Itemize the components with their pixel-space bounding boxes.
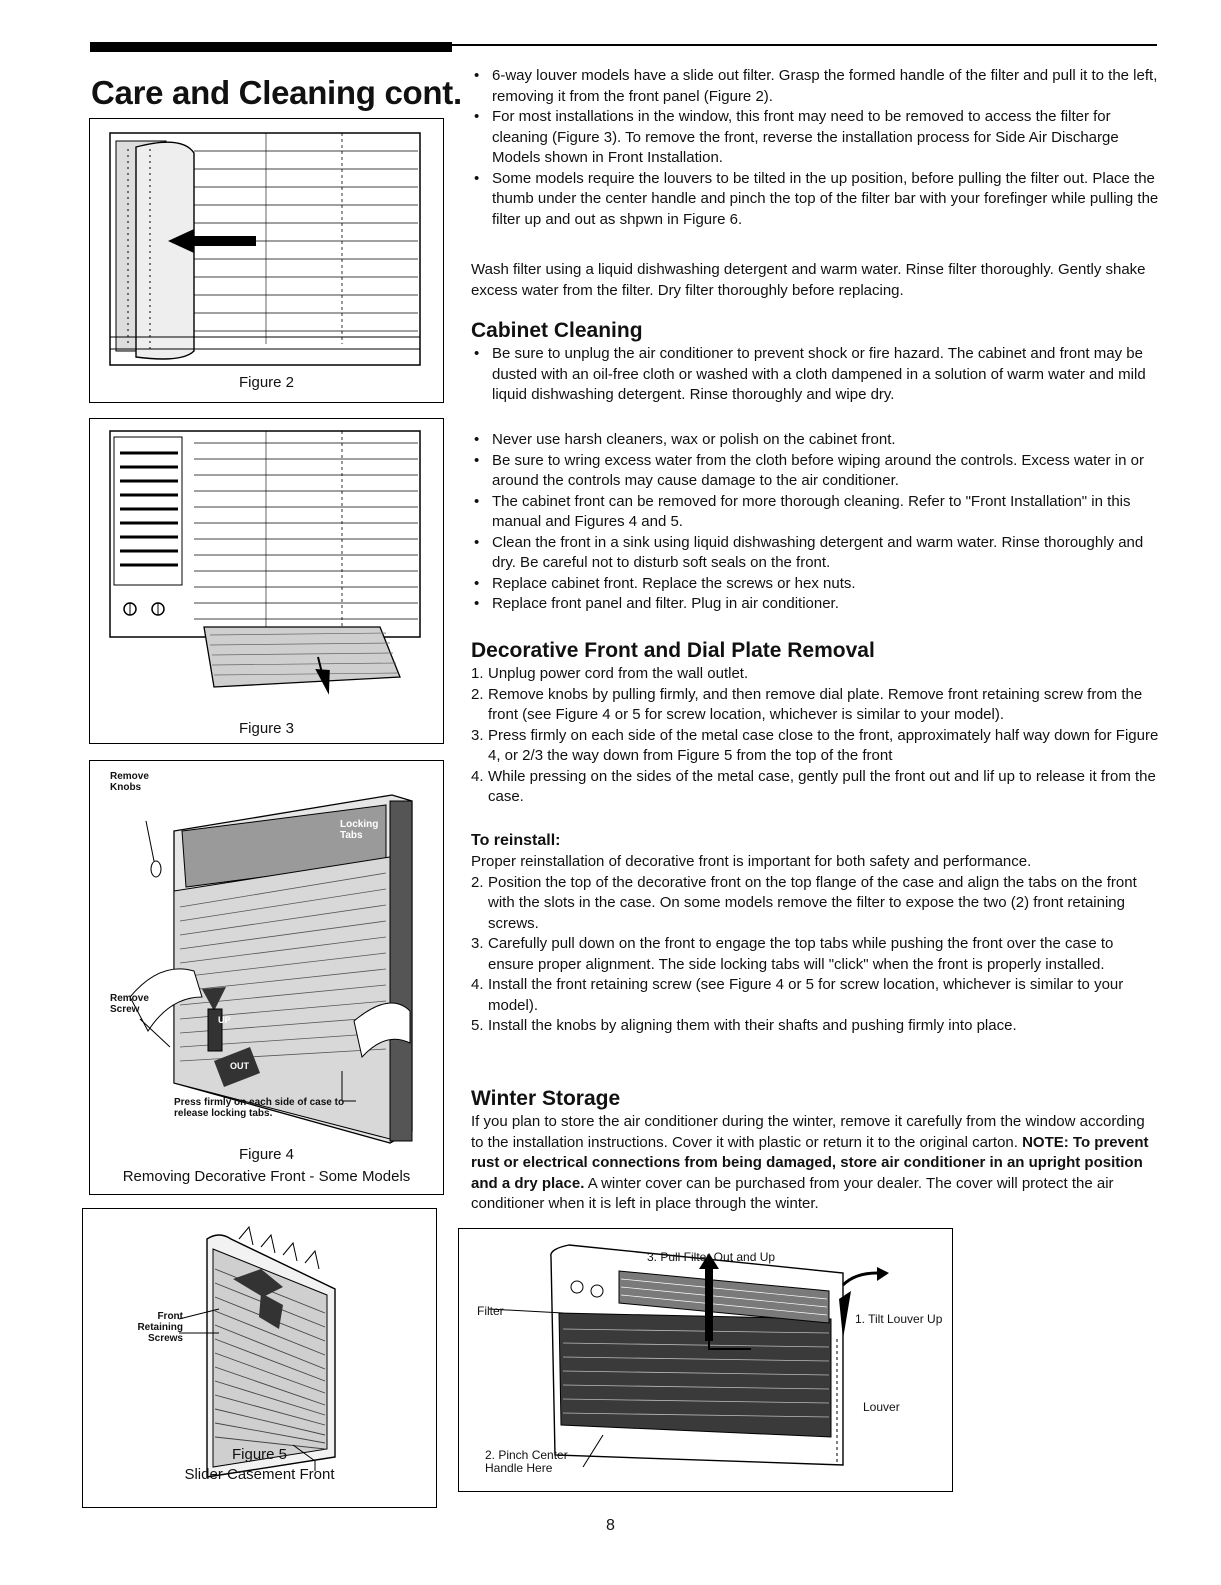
- step-number: 4.: [471, 976, 484, 993]
- label-front-retaining-screws: Front Retaining Screws: [137, 1311, 183, 1344]
- winter-text-1: If you plan to store the air conditioner during the winter, remove it carefully from the window according to the installation instructions. Cover it with plastic or return it to the original carton.: [471, 1113, 1145, 1151]
- reinstall-step: [471, 1016, 1161, 1037]
- reinstall-section: [471, 830, 1161, 1037]
- step-text: Install the front retaining screw (see Figure 4 or 5 for screw location, whichever is similar to your model).: [488, 976, 1124, 1014]
- decorative-step: [471, 685, 1161, 726]
- label-remove-screw: Remove Screw: [110, 993, 149, 1015]
- figure-2-illustration: [90, 119, 442, 401]
- wash-paragraph: Wash filter using a liquid dishwashing detergent and warm water. Rinse filter thoroughly. Gently shake excess water from the filter. Dry filter thoroughly before replacing.: [471, 261, 1146, 299]
- figure-4-subcaption: Removing Decorative Front - Some Models: [122, 1168, 411, 1185]
- reinstall-step: [471, 873, 1161, 935]
- winter-heading: Winter Storage: [471, 1087, 621, 1110]
- figure-3: [89, 418, 444, 744]
- intro-bullet: • Some models require the louvers to be tilted in the up position, before pulling the filter out. Place the thumb under the center handle and pinch the top of the filter bar with your forefinger while pulling the filter up and out as shpwn in Figure 6.: [471, 169, 1161, 231]
- reinstall-step: [471, 934, 1161, 975]
- figure-6: [458, 1228, 953, 1492]
- label-pinch-center: 2. Pinch Center Handle Here: [485, 1448, 568, 1475]
- figure-3-illustration: [90, 419, 442, 742]
- step-number: 2.: [471, 685, 484, 703]
- winter-text-2: A winter cover can be purchased from your dealer. The cover will protect the air conditioner when it is left in place through the winter.: [471, 1174, 1114, 1212]
- decorative-step: [471, 726, 1161, 767]
- step-text: While pressing on the sides of the metal case, gently pull the front out and lif up to release it from the case.: [488, 767, 1156, 805]
- reinstall-steps: [471, 873, 1161, 1037]
- step-text: Position the top of the decorative front on the top flange of the case and align the tabs on the front with the slots in the case. On some models remove the filter to expose the two (2) front retaining screws.: [488, 873, 1137, 932]
- intro-bullet-list: [471, 66, 1161, 230]
- cabinet-bullet: • Replace cabinet front. Replace the screws or hex nuts.: [471, 574, 1161, 595]
- label-remove-knobs: Remove Knobs: [110, 771, 149, 793]
- reinstall-heading: To reinstall:: [471, 832, 561, 849]
- cabinet-heading: Cabinet Cleaning: [471, 319, 643, 342]
- decorative-heading: Decorative Front and Dial Plate Removal: [471, 639, 875, 662]
- cabinet-bullet: • Never use harsh cleaners, wax or polish on the cabinet front.: [471, 430, 1161, 451]
- label-tilt-louver: 1. Tilt Louver Up: [855, 1312, 943, 1326]
- cabinet-bullet: • Be sure to unplug the air conditioner to prevent shock or fire hazard. The cabinet and front may be dusted with an oil-free cloth or washed with a cloth dampened in a solution of warm water and mild liquid dishwashing detergent. Rinse thoroughly and wipe dry.: [471, 344, 1161, 406]
- intro-bullet: • For most installations in the window, this front may need to be removed to access the filter for cleaning (Figure 3). To remove the front, reverse the installation process for Side Air Discharge Models shown in Front Installation.: [471, 107, 1161, 169]
- decorative-section: [471, 638, 1161, 808]
- reinstall-intro: Proper reinstallation of decorative front is important for both safety and performance.: [471, 853, 1032, 870]
- step-text: Install the knobs by aligning them with their shafts and pushing firmly into place.: [488, 1017, 1017, 1034]
- step-text: Press firmly on each side of the metal case close to the front, approximately half way down for Figure 4, or 2/3 the way down from Figure 5 from the top of the front: [488, 726, 1159, 764]
- figure-5-subcaption: Slider Casement Front: [184, 1466, 335, 1483]
- header-rule-thick: [90, 42, 452, 52]
- figure-2: [89, 118, 444, 403]
- label-louver: Louver: [863, 1400, 900, 1414]
- decorative-step: [471, 664, 1161, 685]
- figure-4-caption: Figure 4: [238, 1146, 295, 1163]
- wash-section: [471, 260, 1161, 301]
- header-rule-thin: [452, 44, 1157, 46]
- cabinet-section: [471, 318, 1161, 406]
- label-arrow-out: OUT: [230, 1061, 249, 1071]
- step-number: 2.: [471, 873, 484, 891]
- decorative-step: [471, 767, 1161, 808]
- label-pull-filter: 3. Pull Filter Out and Up: [647, 1250, 776, 1264]
- reinstall-step: [471, 975, 1161, 1016]
- cabinet-section-b: [471, 430, 1161, 615]
- page-title: Care and Cleaning cont.: [91, 74, 462, 111]
- step-text: Remove knobs by pulling firmly, and then remove dial plate. Remove front retaining screw from the front (see Figure 4 or 5 for screw location, whichever is similar to your model).: [488, 685, 1143, 723]
- cabinet-bullet: • The cabinet front can be removed for more thorough cleaning. Refer to "Front Installation" in this manual and Figures 4 and 5.: [471, 492, 1161, 533]
- winter-section: [471, 1086, 1161, 1215]
- cabinet-bullets-b: [471, 430, 1161, 615]
- step-text: Carefully pull down on the front to engage the top tabs while pushing the front over the case to ensure proper alignment. The side locking tabs will "click" when the front is properly installed.: [488, 935, 1114, 973]
- step-number: 5.: [471, 1017, 484, 1034]
- cabinet-bullet: • Replace front panel and filter. Plug in air conditioner.: [471, 594, 1161, 615]
- intro-bullet: • 6-way louver models have a slide out filter. Grasp the formed handle of the filter and pull it to the left, removing it from the front panel (Figure 2).: [471, 66, 1161, 107]
- cabinet-bullets-a: [471, 344, 1161, 406]
- intro-section: [471, 66, 1161, 230]
- label-press-firmly: Press firmly on each side of case to release locking tabs.: [174, 1097, 345, 1119]
- label-filter: Filter: [477, 1304, 504, 1318]
- winter-note: NOTE: To prevent rust or electrical connections from being damaged, store air conditioner in an upright position and a dry place.: [471, 1133, 1149, 1192]
- step-number: 4.: [471, 767, 484, 785]
- figure-3-caption: Figure 3: [238, 720, 295, 737]
- page-number: 8: [606, 1517, 615, 1534]
- label-locking-tabs: Locking Tabs: [340, 819, 379, 841]
- label-arrow-up: UP: [218, 1015, 231, 1025]
- step-number: 1.: [471, 665, 484, 682]
- figure-5-caption: Figure 5: [231, 1446, 288, 1463]
- figure-2-caption: Figure 2: [238, 374, 295, 391]
- figure-5: [82, 1208, 437, 1508]
- step-text: Unplug power cord from the wall outlet.: [488, 665, 749, 682]
- cabinet-bullet: • Clean the front in a sink using liquid dishwashing detergent and warm water. Rinse thoroughly and dry. Be careful not to disturb soft seals on the front.: [471, 533, 1161, 574]
- decorative-steps: [471, 664, 1161, 808]
- step-number: 3.: [471, 726, 484, 744]
- figure-4: [89, 760, 444, 1195]
- step-number: 3.: [471, 935, 484, 952]
- cabinet-bullet: • Be sure to wring excess water from the cloth before wiping around the controls. Excess water in or around the controls may cause damage to the air conditioner.: [471, 451, 1161, 492]
- figure-4-illustration: [90, 761, 442, 1193]
